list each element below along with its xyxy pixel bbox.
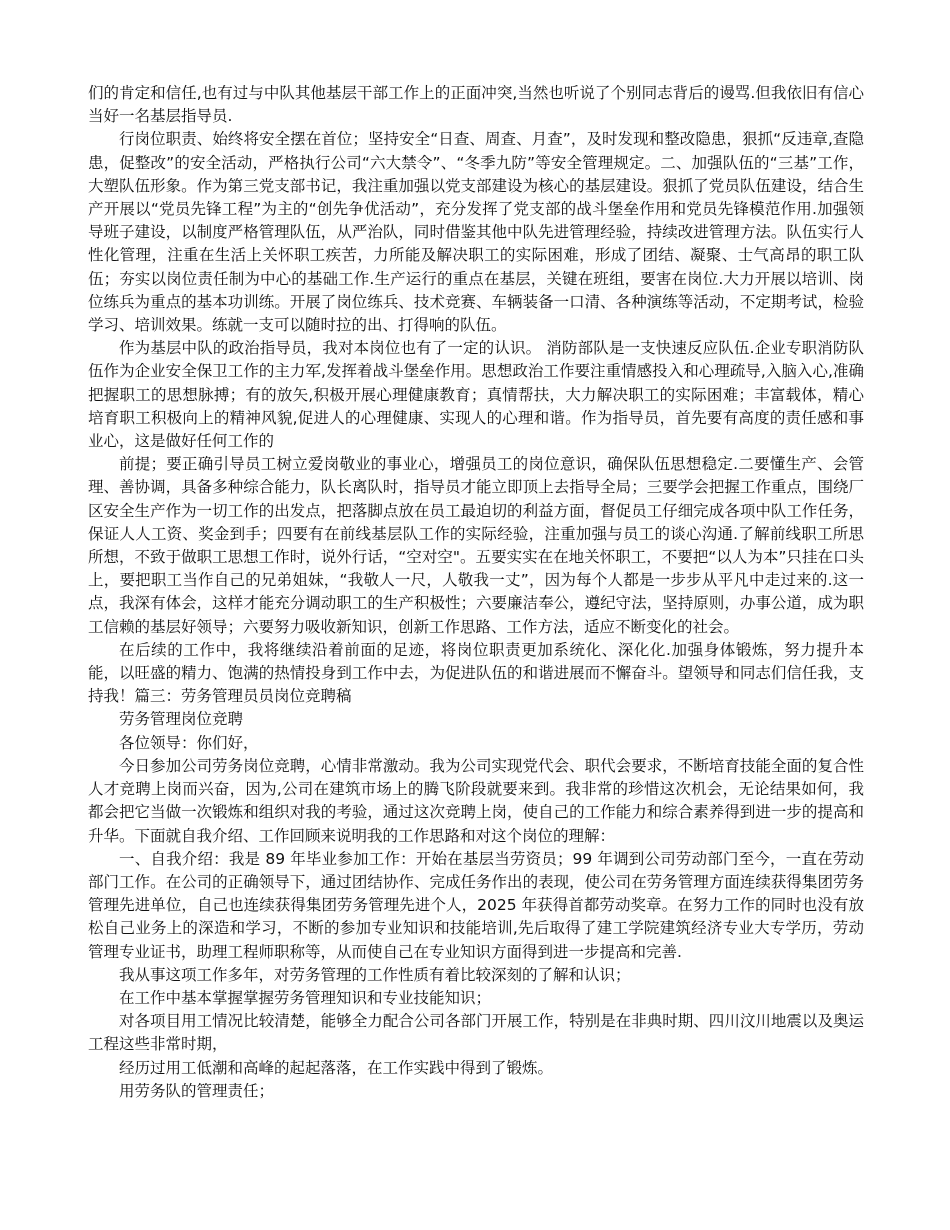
paragraph-4: 前提；要正确引导员工树立爱岗敬业的事业心，增强员工的岗位意识，确保队伍思想稳定.二要懂生产、会管理、善协调，具备多种综合能力，队长离队时，指导员才能立即顶上去指导全局；三要学会把握工作重点，围绕厂区安全生产作为一切工作的出发点，把落脚点放在员工最迫切的利益方面，督促员工仔细完成各项中队工作任务，保证人人工资、奖金到手；四要有在前线基层队工作的实际经验，注重加强与员工的谈心沟通.了解前线职工所思所想，不致于做职工思想工作时，说外行话，“空对空"。五要实实在在地关怀职工，不要把“以人为本”只挂在口头上，要把职工当作自己的兄弟姐妹，“我敬人一尺，人敬我一丈”，因为每个人都是一步步从平凡中走过来的.这一点，我深有体会，这样才能充分调动职工的生产积极性；六要廉洁奉公，遵纪守法，坚持原则，办事公道，成为职工信赖的基层好领导；六要努力吸收新知识，创新工作思路、工作方法，适应不断变化的社会。: [88, 455, 864, 636]
section-heading: 劳务管理岗位竞聘: [119, 710, 244, 729]
paragraph-8: 今日参加公司劳务岗位竞聘，心情非常激动。我为公司实现党代会、职代会要求，不断培育技能全面的复合性人才竞聘上岗而兴奋，因为,公司在建筑市场上的腾飞阶段就要来到。我非常的珍惜这次机会，无论结果如何，我都会把它当做一次锻炼和组织对我的考验，通过这次竞聘上岗，使自己的工作能力和综合素养得到进一步的提高和升华。下面就自我介绍、工作回顾来说明我的工作思路和对这个岗位的理解：: [88, 756, 864, 845]
paragraph-1: 们的肯定和信任,也有过与中队其他基层干部工作上的正面冲突,当然也听说了个别同志背后的谩骂.但我依旧有信心当好一名基层指导员.: [88, 84, 864, 126]
paragraph-11: 在工作中基本掌握掌握劳务管理知识和专业技能知识；: [119, 988, 492, 1007]
document-body: [88, 82, 864, 1103]
paragraph-2: 行岗位职责、始终将安全摆在首位；坚持安全“日查、周查、月查”，及时发现和整改隐患，狠抓“反违章,查隐患，促整改”的安全活动，严格执行公司“六大禁令”、“冬季九防”等安全管理规定。二、加强队伍的“三基”工作，大塑队伍形象。作为第三党支部书记，我注重加强以党支部建设为核心的基层建设。狠抓了党员队伍建设，结合生产开展以“党员先锋工程”为主的“创先争优活动”，充分发挥了党支部的战斗堡垒作用和党员先锋模范作用.加强领导班子建设，以制度严格管理队伍，从严治队，同时借鉴其他中队先进管理经验，持续改进管理方法。队伍实行人性化管理，注重在生活上关怀职工疾苦，力所能及解决职工的实际困难，形成了团结、凝聚、士气高昂的职工队伍；夯实以岗位责任制为中心的基础工作.生产运行的重点在基层，关键在班组，要害在岗位.大力开展以培训、岗位练兵为重点的基本功训练。开展了岗位练兵、技术竞赛、车辆装备一口清、各种演练等活动，不定期考试，检验学习、培训效果。练就一支可以随时拉的出、打得响的队伍。: [88, 130, 864, 335]
paragraph-10: 我从事这项工作多年，对劳务管理的工作性质有着比较深刻的了解和认识；: [119, 965, 631, 984]
paragraph-14: 用劳务队的管理责任；: [119, 1081, 275, 1100]
salutation: 各位领导：你们好，: [119, 733, 259, 752]
paragraph-5: 在后续的工作中，我将继续沿着前面的足迹，将岗位职责更加系统化、深化化.加强身体锻炼，努力提升本能，以旺盛的精力、饱满的热情投身到工作中去，为促进队伍的和谐进展而不懈奋斗。望领导和同志们信任我，支持我！篇三：劳务管理员员岗位竞聘稿: [88, 640, 864, 706]
paragraph-9: 一、自我介绍：我是 89 年毕业参加工作：开始在基层当劳资员；99 年调到公司劳动部门至今，一直在劳动部门工作。在公司的正确领导下，通过团结协作、完成任务作出的表现，使公司在劳务管理方面连续获得集团劳务管理先进单位，自己也连续获得集团劳务管理先进个人，2025 年获得首都劳动奖章。在努力工作的同时也没有放松自己业务上的深造和学习，不断的参加专业知识和技能培训,先后取得了建工学院建筑经济专业大专学历，劳动管理专业证书，助理工程师职称等，从而使自己在专业知识方面得到进一步提高和完善.: [88, 849, 864, 961]
paragraph-3: 作为基层中队的政治指导员，我对本岗位也有了一定的认识。 消防部队是一支快速反应队伍.企业专职消防队伍作为企业安全保卫工作的主力军,发挥着战斗堡垒作用。思想政治工作要注重情感投入和心理疏导,入脑入心,准确把握职工的思想脉搏；有的放矢,积极开展心理健康教育；真情帮扶，大力解决职工的实际困难；丰富载体，精心培育职工积极向上的精神风貌,促进人的心理健康、实现人的心理和谐。作为指导员，首先要有高度的责任感和事业心，这是做好任何工作的: [88, 339, 864, 451]
paragraph-13: 经历过用工低潮和高峰的起起落落，在工作实践中得到了锻炼。: [119, 1058, 554, 1077]
paragraph-12: 对各项目用工情况比较清楚，能够全力配合公司各部门开展工作，特别是在非典时期、四川汶川地震以及奥运工程这些非常时期，: [88, 1012, 864, 1054]
